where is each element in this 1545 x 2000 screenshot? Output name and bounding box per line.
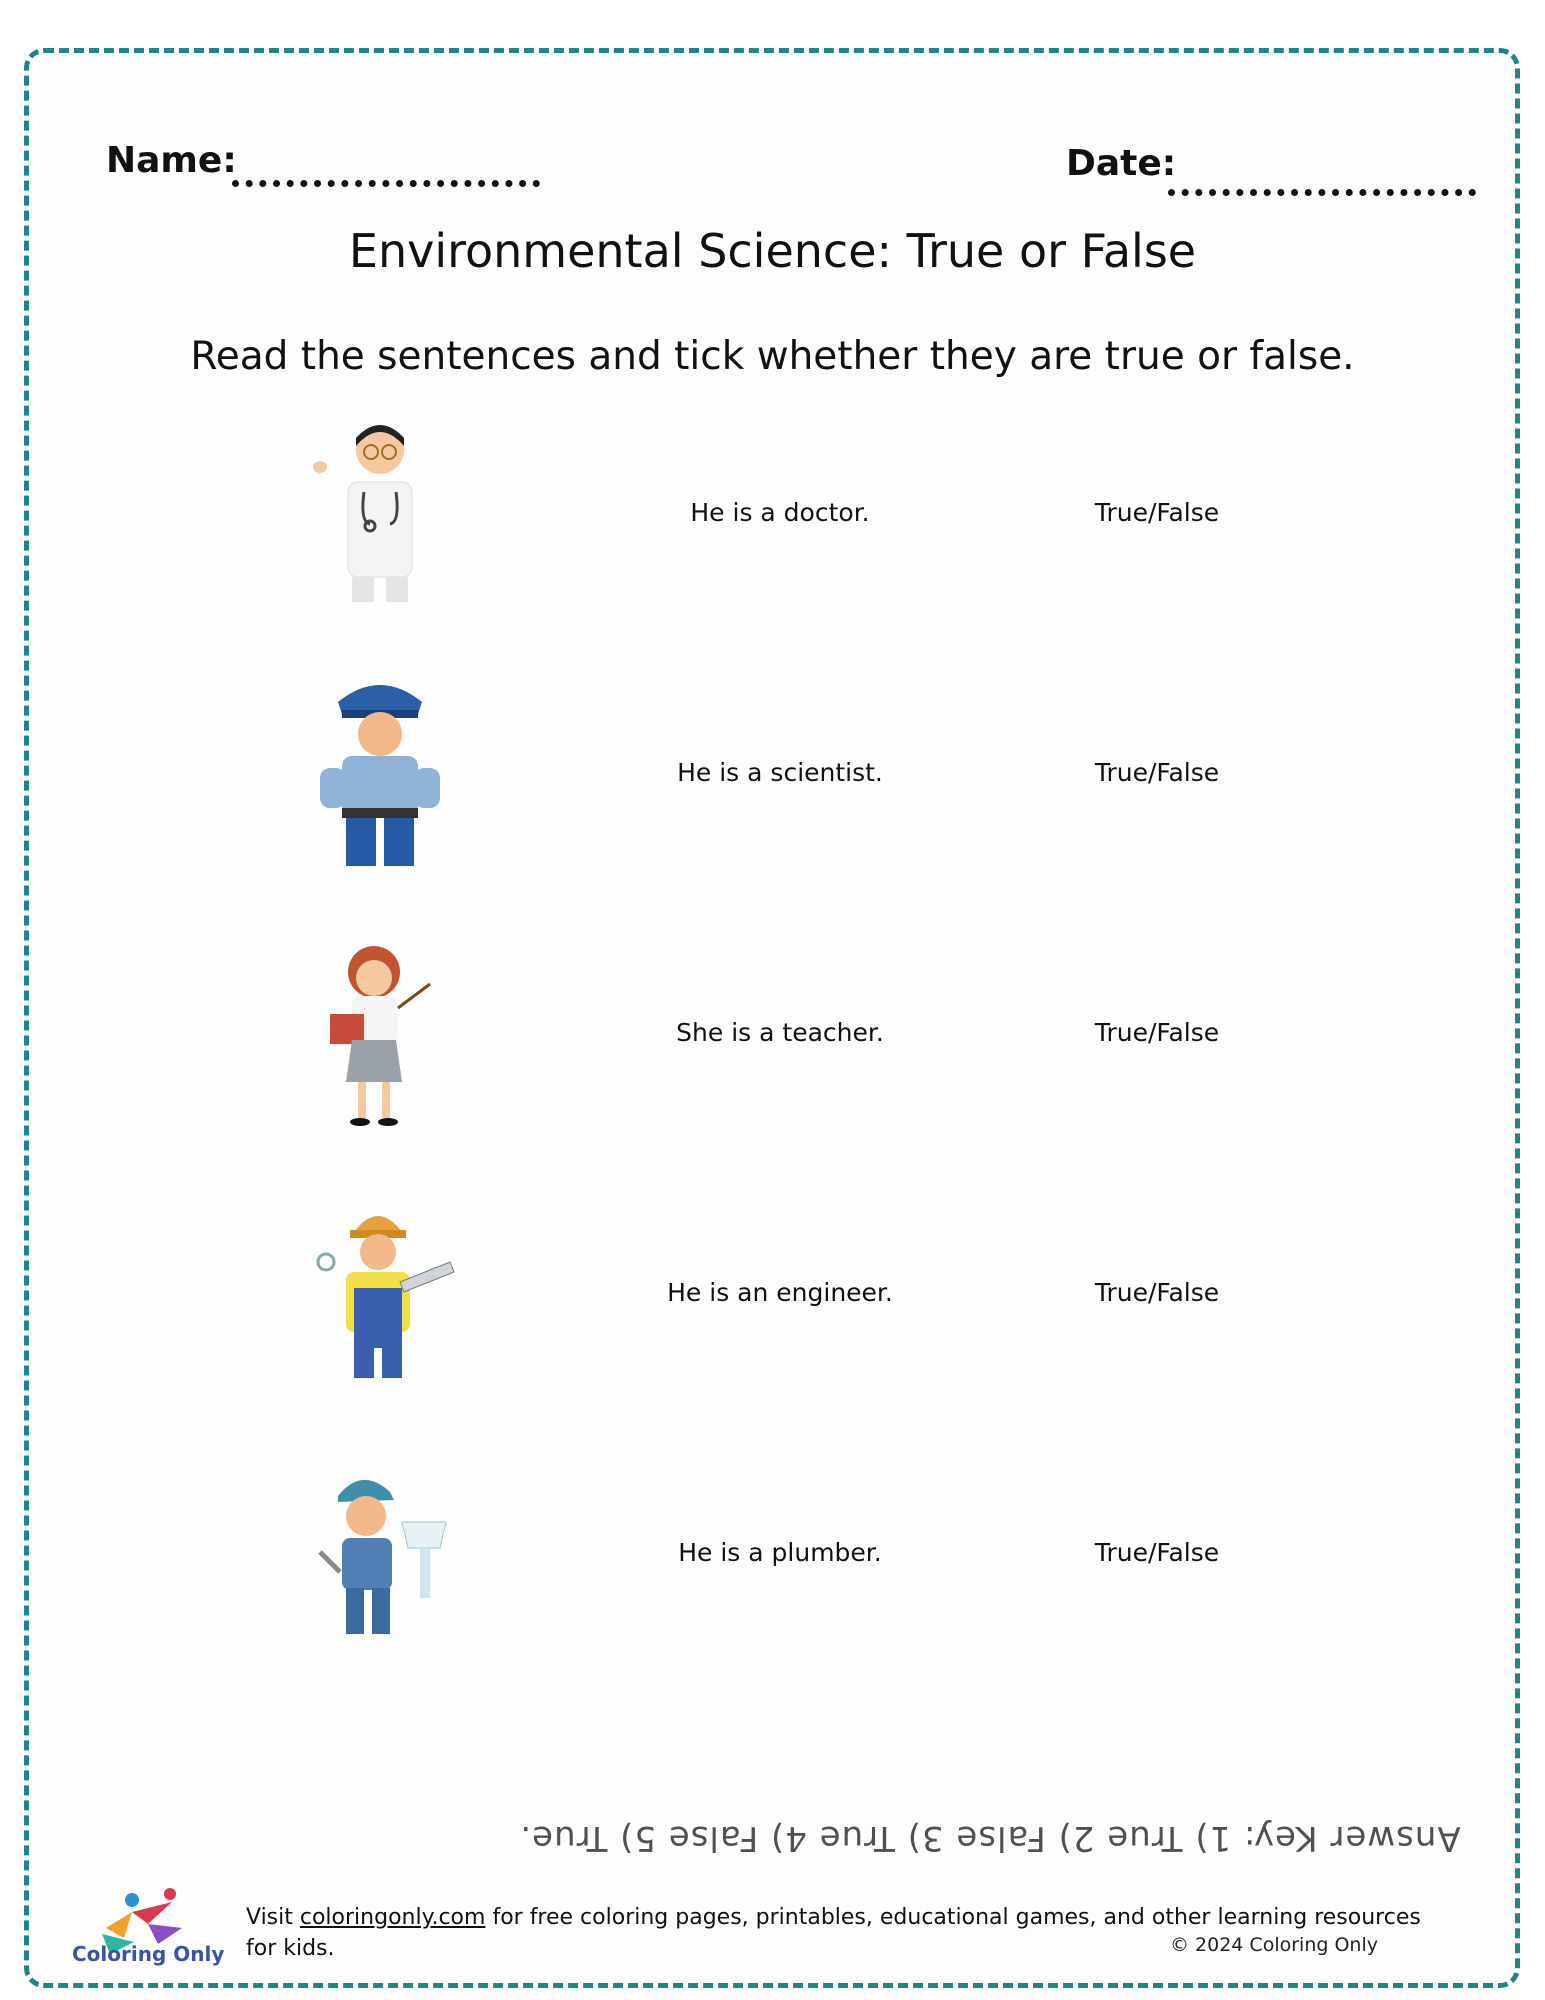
plumber-icon <box>290 1452 470 1652</box>
worksheet-title: Environmental Science: True or False <box>348 224 1197 278</box>
logo-text: Coloring Only <box>72 1942 225 1966</box>
copyright-text: © 2024 Coloring Only <box>1170 1934 1378 1956</box>
answer-key-upside-down: Answer Key: 1) True 2) False 3) True 4) False 5) True. <box>519 1818 1461 1858</box>
name-line[interactable] <box>232 180 540 187</box>
question-row <box>0 932 1545 1132</box>
instruction-text: Read the sentences and tick whether they are true or false. <box>190 334 1355 379</box>
name-label: Name: <box>106 140 237 181</box>
true-false-choice[interactable]: True/False <box>1094 1538 1220 1567</box>
doctor-icon <box>290 412 470 612</box>
sentence-text: He is a doctor. <box>690 498 870 527</box>
teacher-icon <box>290 932 470 1132</box>
sentence-text: He is a plumber. <box>678 1538 882 1567</box>
true-false-choice[interactable]: True/False <box>1094 498 1220 527</box>
question-row <box>0 672 1545 872</box>
true-false-choice[interactable]: True/False <box>1094 758 1220 787</box>
question-row <box>0 1452 1545 1652</box>
footer-visit-prefix: Visit <box>246 1905 300 1930</box>
sentence-text: He is an engineer. <box>667 1278 893 1307</box>
date-line[interactable] <box>1168 189 1476 196</box>
date-label: Date: <box>1066 143 1177 184</box>
footer-visit-suffix: for free coloring pages, printables, educational games, and other learning resources for kids. <box>246 1905 1421 1961</box>
question-row <box>0 1192 1545 1392</box>
construction-worker-icon <box>290 1192 470 1392</box>
true-false-choice[interactable]: True/False <box>1094 1018 1220 1047</box>
police-officer-icon <box>290 672 470 872</box>
coloringonly-link[interactable]: coloringonly.com <box>299 1905 486 1930</box>
sentence-text: She is a teacher. <box>676 1018 884 1047</box>
question-row <box>0 412 1545 612</box>
true-false-choice[interactable]: True/False <box>1094 1278 1220 1307</box>
sentence-text: He is a scientist. <box>677 758 883 787</box>
